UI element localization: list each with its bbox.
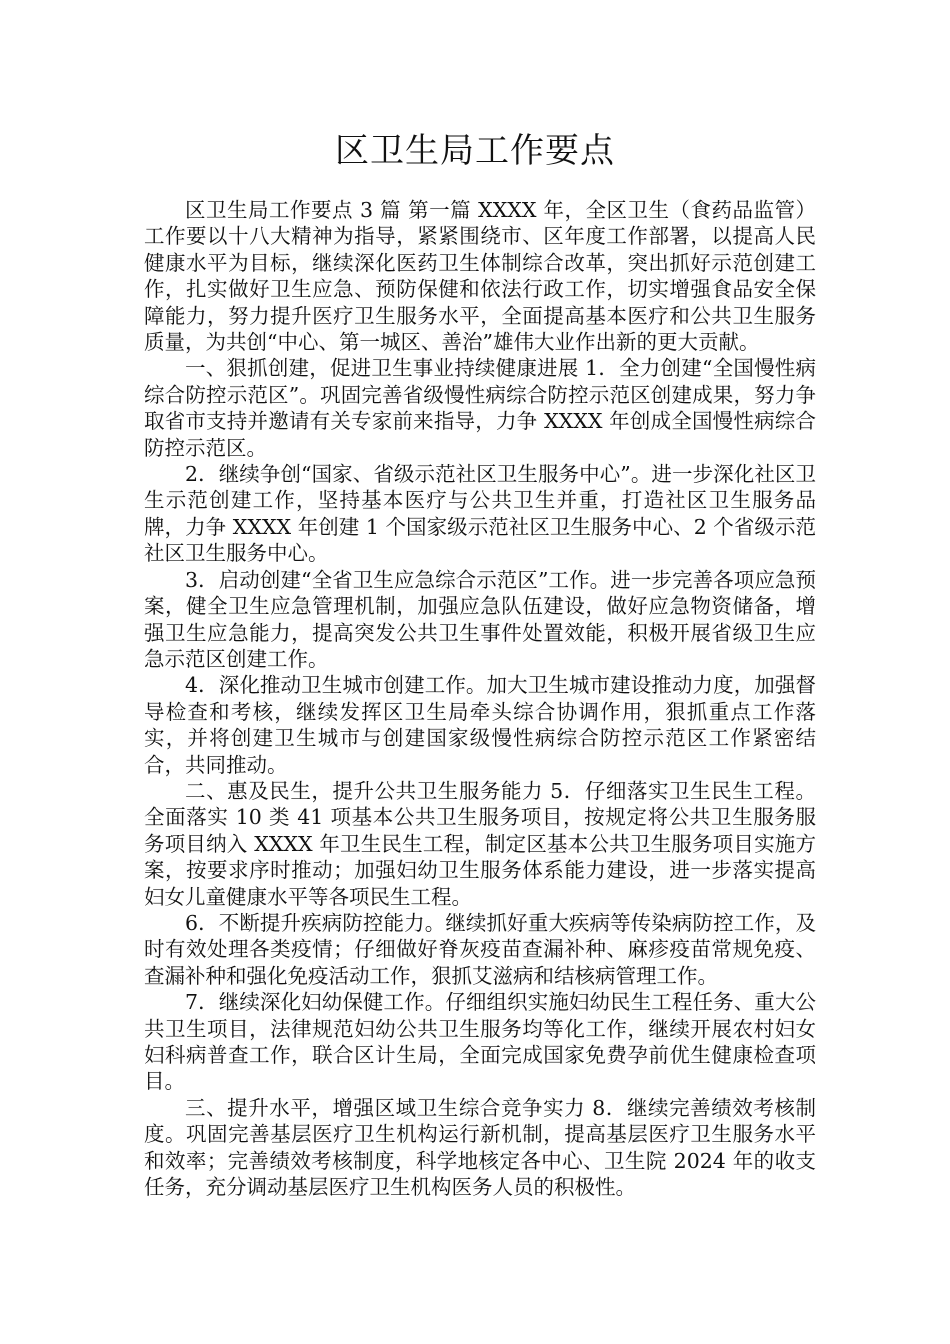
paragraph: 区卫生局工作要点 3 篇 第一篇 XXXX 年，全区卫生（食药品监管）工作要以十八大精神为指导，紧紧围绕市、区年度工作部署，以提高人民健康水平为目标，继续深化医药卫生体制综合改革，突出抓好示范创建工作，扎实做好卫生应急、预防保健和依法行政工作，切实增强食品安全保障能力，努力提升医疗卫生服务水平，全面提高基本医疗和公共卫生服务质量，为共创“中心、第一城区、善治”雄伟大业作出新的更大贡献。 bbox=[144, 198, 816, 355]
paragraph: 3．启动创建“全省卫生应急综合示范区”工作。进一步完善各项应急预案，健全卫生应急管理机制，加强应急队伍建设，做好应急物资储备，增强卫生应急能力，提高突发公共卫生事件处置效能，积极开展省级卫生应急示范区创建工作。 bbox=[144, 567, 816, 671]
paragraph: 4．深化推动卫生城市创建工作。加大卫生城市建设推动力度，加强督导检查和考核，继续发挥区卫生局牵头综合协调作用，狠抓重点工作落实，并将创建卫生城市与创建国家级慢性病综合防控示范区工作紧密结合，共同推动。 bbox=[144, 673, 816, 777]
paragraph: 7．继续深化妇幼保健工作。仔细组织实施妇幼民生工程任务、重大公共卫生项目，法律规范妇幼公共卫生服务均等化工作，继续开展农村妇女妇科病普查工作，联合区计生局，全面完成国家免费孕前优生健康检查项目。 bbox=[144, 990, 816, 1094]
paragraph: 一、狠抓创建，促进卫生事业持续健康进展 1．全力创建“全国慢性病综合防控示范区”。巩固完善省级慢性病综合防控示范区创建成果，努力争取省市支持并邀请有关专家前来指导，力争 XXXX 年创成全国慢性病综合防控示范区。 bbox=[144, 356, 816, 460]
document-body bbox=[144, 197, 816, 1200]
paragraph: 2．继续争创“国家、省级示范社区卫生服务中心”。进一步深化社区卫生示范创建工作，坚持基本医疗与公共卫生并重，打造社区卫生服务品牌，力争 XXXX 年创建 1 个国家级示范社区卫生服务中心、2 个省级示范社区卫生服务中心。 bbox=[144, 462, 816, 566]
document-title: 区卫生局工作要点 bbox=[335, 131, 615, 171]
paragraph: 二、惠及民生，提升公共卫生服务能力 5．仔细落实卫生民生工程。全面落实 10 类 41 项基本公共卫生服务项目，按规定将公共卫生服务服务项目纳入 XXXX 年卫生民生工程，制定区基本公共卫生服务项目实施方案，按要求序时推动；加强妇幼卫生服务体系能力建设，进一步落实提高妇女儿童健康水平等各项民生工程。 bbox=[144, 778, 816, 909]
paragraph: 三、提升水平，增强区域卫生综合竞争实力 8．继续完善绩效考核制度。巩固完善基层医疗卫生机构运行新机制，提高基层医疗卫生服务水平和效率；完善绩效考核制度，科学地核定各中心、卫生院 2024 年的收支任务，充分调动基层医疗卫生机构医务人员的积极性。 bbox=[144, 1095, 816, 1200]
paragraph: 6．不断提升疾病防控能力。继续抓好重大疾病等传染病防控工作，及时有效处理各类疫情；仔细做好脊灰疫苗查漏补种、麻疹疫苗常规免疫、查漏补种和强化免疫活动工作，狠抓艾滋病和结核病管理工作。 bbox=[144, 910, 816, 988]
